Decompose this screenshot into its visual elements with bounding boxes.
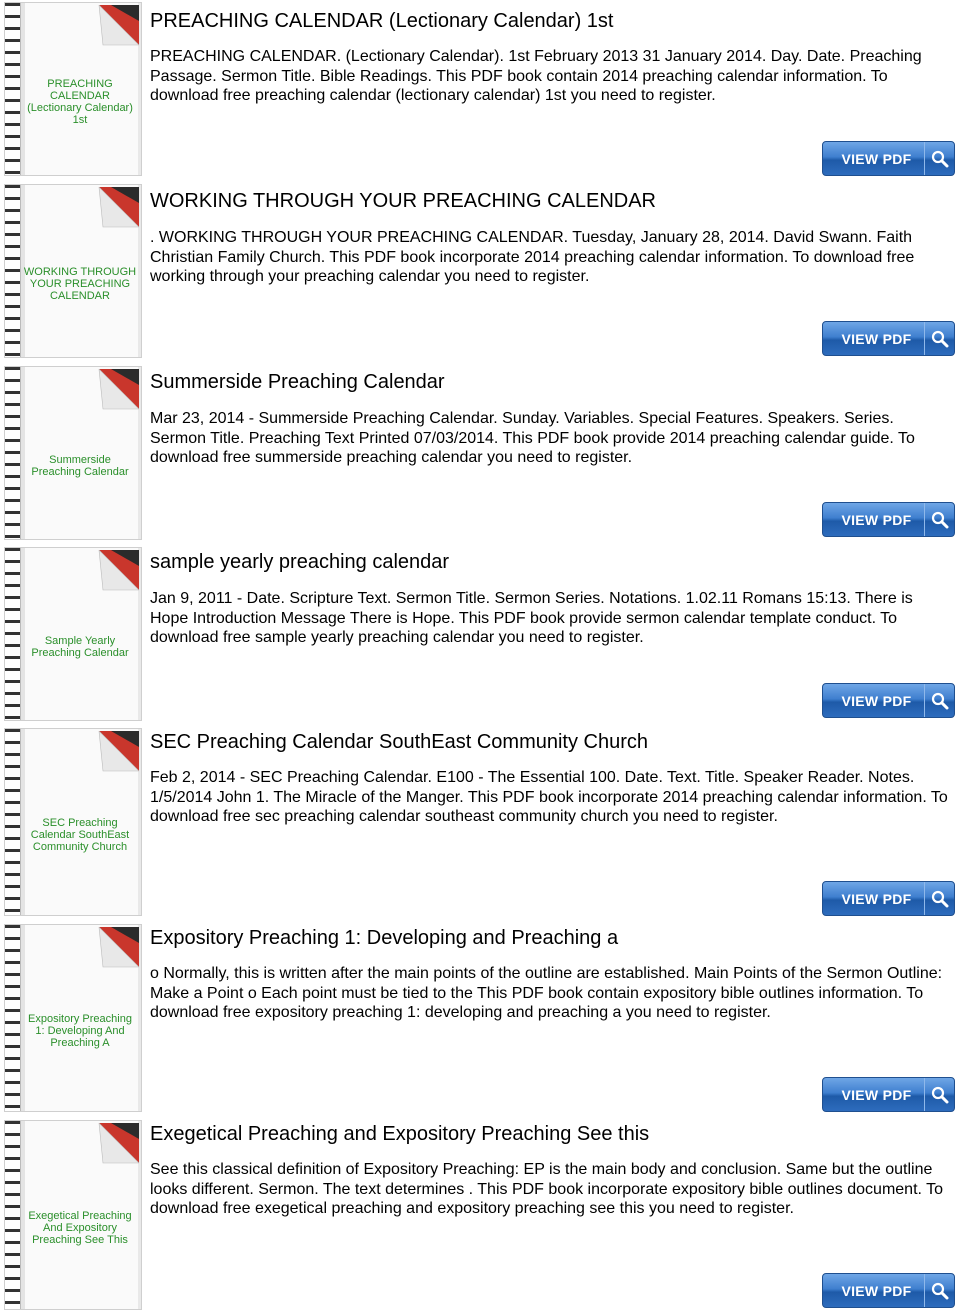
result-entry <box>0 1120 960 1312</box>
result-description: PREACHING CALENDAR. (Lectionary Calendar). 1st February 2013 31 January 2014. Day. Date. Preaching Passage. Sermon Title. Bible Readings. This PDF book contain 2014 preaching calendar information. To download free preaching calendar (lectionary calendar) 1st you need to register. <box>150 48 922 104</box>
view-pdf-button[interactable] <box>822 321 955 356</box>
thumbnail-label: WORKING THROUGH YOUR PREACHING CALENDAR <box>23 266 137 302</box>
result-description: Jan 9, 2011 - Date. Scripture Text. Sermon Title. Sermon Series. Notations. 1.02.11 Romans 15:13. There is Hope Introduction Message There is Hope. This PDF book provide sermon calendar template conduct. To download free sample yearly preaching calendar you need to register. <box>150 590 913 646</box>
document-thumbnail[interactable] <box>4 2 142 176</box>
thumbnail-label: Expository Preaching 1: Developing And Preaching A <box>28 1013 132 1049</box>
document-thumbnail[interactable] <box>4 924 142 1112</box>
view-pdf-label: VIEW PDF <box>841 330 912 347</box>
result-entry <box>0 924 960 1114</box>
view-pdf-label: VIEW PDF <box>841 1282 912 1299</box>
magnifier-icon <box>924 142 954 175</box>
document-thumbnail[interactable] <box>4 547 142 721</box>
document-thumbnail[interactable] <box>4 366 142 540</box>
result-title[interactable]: Exegetical Preaching and Expository Preaching See this <box>150 1123 650 1145</box>
view-pdf-button[interactable] <box>822 1273 955 1308</box>
view-pdf-label: VIEW PDF <box>841 692 912 709</box>
view-pdf-button[interactable] <box>822 683 955 718</box>
result-title[interactable]: SEC Preaching Calendar SouthEast Community Church <box>150 731 649 753</box>
magnifier-icon <box>924 503 954 536</box>
magnifier-icon <box>924 322 954 355</box>
magnifier-icon <box>924 882 954 915</box>
binder-spine <box>5 925 21 1111</box>
result-description: See this classical definition of Expository Preaching: EP is the main body and conclusion. Same but the outline looks different. Sermon. The text determines . This PDF book incorporate expository bible outlines document. To download free exegetical preaching and expository preaching see this you need to register. <box>150 1161 944 1217</box>
result-entry <box>0 728 960 918</box>
view-pdf-label: VIEW PDF <box>841 150 912 167</box>
binder-spine <box>5 1121 21 1309</box>
magnifier-icon <box>924 1274 954 1307</box>
result-entry <box>0 366 960 542</box>
result-title[interactable]: Summerside Preaching Calendar <box>150 371 445 393</box>
view-pdf-button[interactable] <box>822 1077 955 1112</box>
thumbnail-label: Exegetical Preaching And Expository Preaching See This <box>28 1210 132 1246</box>
view-pdf-label: VIEW PDF <box>841 890 912 907</box>
result-entry <box>0 2 960 178</box>
view-pdf-label: VIEW PDF <box>841 511 912 528</box>
thumbnail-label: PREACHING CALENDAR (Lectionary Calendar) 1st <box>27 78 133 126</box>
result-entry <box>0 547 960 723</box>
result-description: . WORKING THROUGH YOUR PREACHING CALENDAR. Tuesday, January 28, 2014. David Swann. Faith Christian Family Church. This PDF book incorporate 2014 preaching calendar information. To download free working through your preaching calendar you need to register. <box>150 229 915 285</box>
result-title[interactable]: WORKING THROUGH YOUR PREACHING CALENDAR <box>150 190 656 212</box>
thumbnail-label: Summerside Preaching Calendar <box>31 454 129 478</box>
magnifier-icon <box>924 684 954 717</box>
thumbnail-label: Sample Yearly Preaching Calendar <box>31 635 129 659</box>
result-title[interactable]: PREACHING CALENDAR (Lectionary Calendar) 1st <box>150 10 614 32</box>
result-title[interactable]: Expository Preaching 1: Developing and Preaching a <box>150 927 619 949</box>
result-description: Feb 2, 2014 - SEC Preaching Calendar. E100 - The Essential 100. Date. Text. Title. Speaker Reader. Notes. 1/5/2014 John 1. The Miracle of the Manger. This PDF book incorporate 2014 preaching calendar information. To download free sec preaching calendar southeast community church you need to register. <box>150 769 948 825</box>
result-description: o Normally, this is written after the main points of the outline are established. Main Points of the Sermon Outline: Make a Point o Each point must be tied to the This PDF book contain expository bible outlines information. To download free expository preaching 1: developing and preaching a you need to register. <box>150 965 943 1021</box>
binder-spine <box>5 548 21 720</box>
binder-spine <box>5 185 21 357</box>
thumbnail-label: SEC Preaching Calendar SouthEast Community Church <box>30 817 130 853</box>
document-thumbnail[interactable] <box>4 1120 142 1310</box>
result-title[interactable]: sample yearly preaching calendar <box>150 551 450 573</box>
magnifier-icon <box>924 1078 954 1111</box>
document-thumbnail[interactable] <box>4 728 142 916</box>
binder-spine <box>5 3 21 175</box>
view-pdf-label: VIEW PDF <box>841 1086 912 1103</box>
result-entry <box>0 184 960 360</box>
binder-spine <box>5 367 21 539</box>
view-pdf-button[interactable] <box>822 141 955 176</box>
view-pdf-button[interactable] <box>822 502 955 537</box>
document-thumbnail[interactable] <box>4 184 142 358</box>
binder-spine <box>5 729 21 915</box>
view-pdf-button[interactable] <box>822 881 955 916</box>
result-description: Mar 23, 2014 - Summerside Preaching Calendar. Sunday. Variables. Special Features. Speakers. Series. Sermon Title. Preaching Text Printed 07/03/2014. This PDF book provide 2014 preaching calendar guide. To download free summerside preaching calendar you need to register. <box>150 410 915 466</box>
